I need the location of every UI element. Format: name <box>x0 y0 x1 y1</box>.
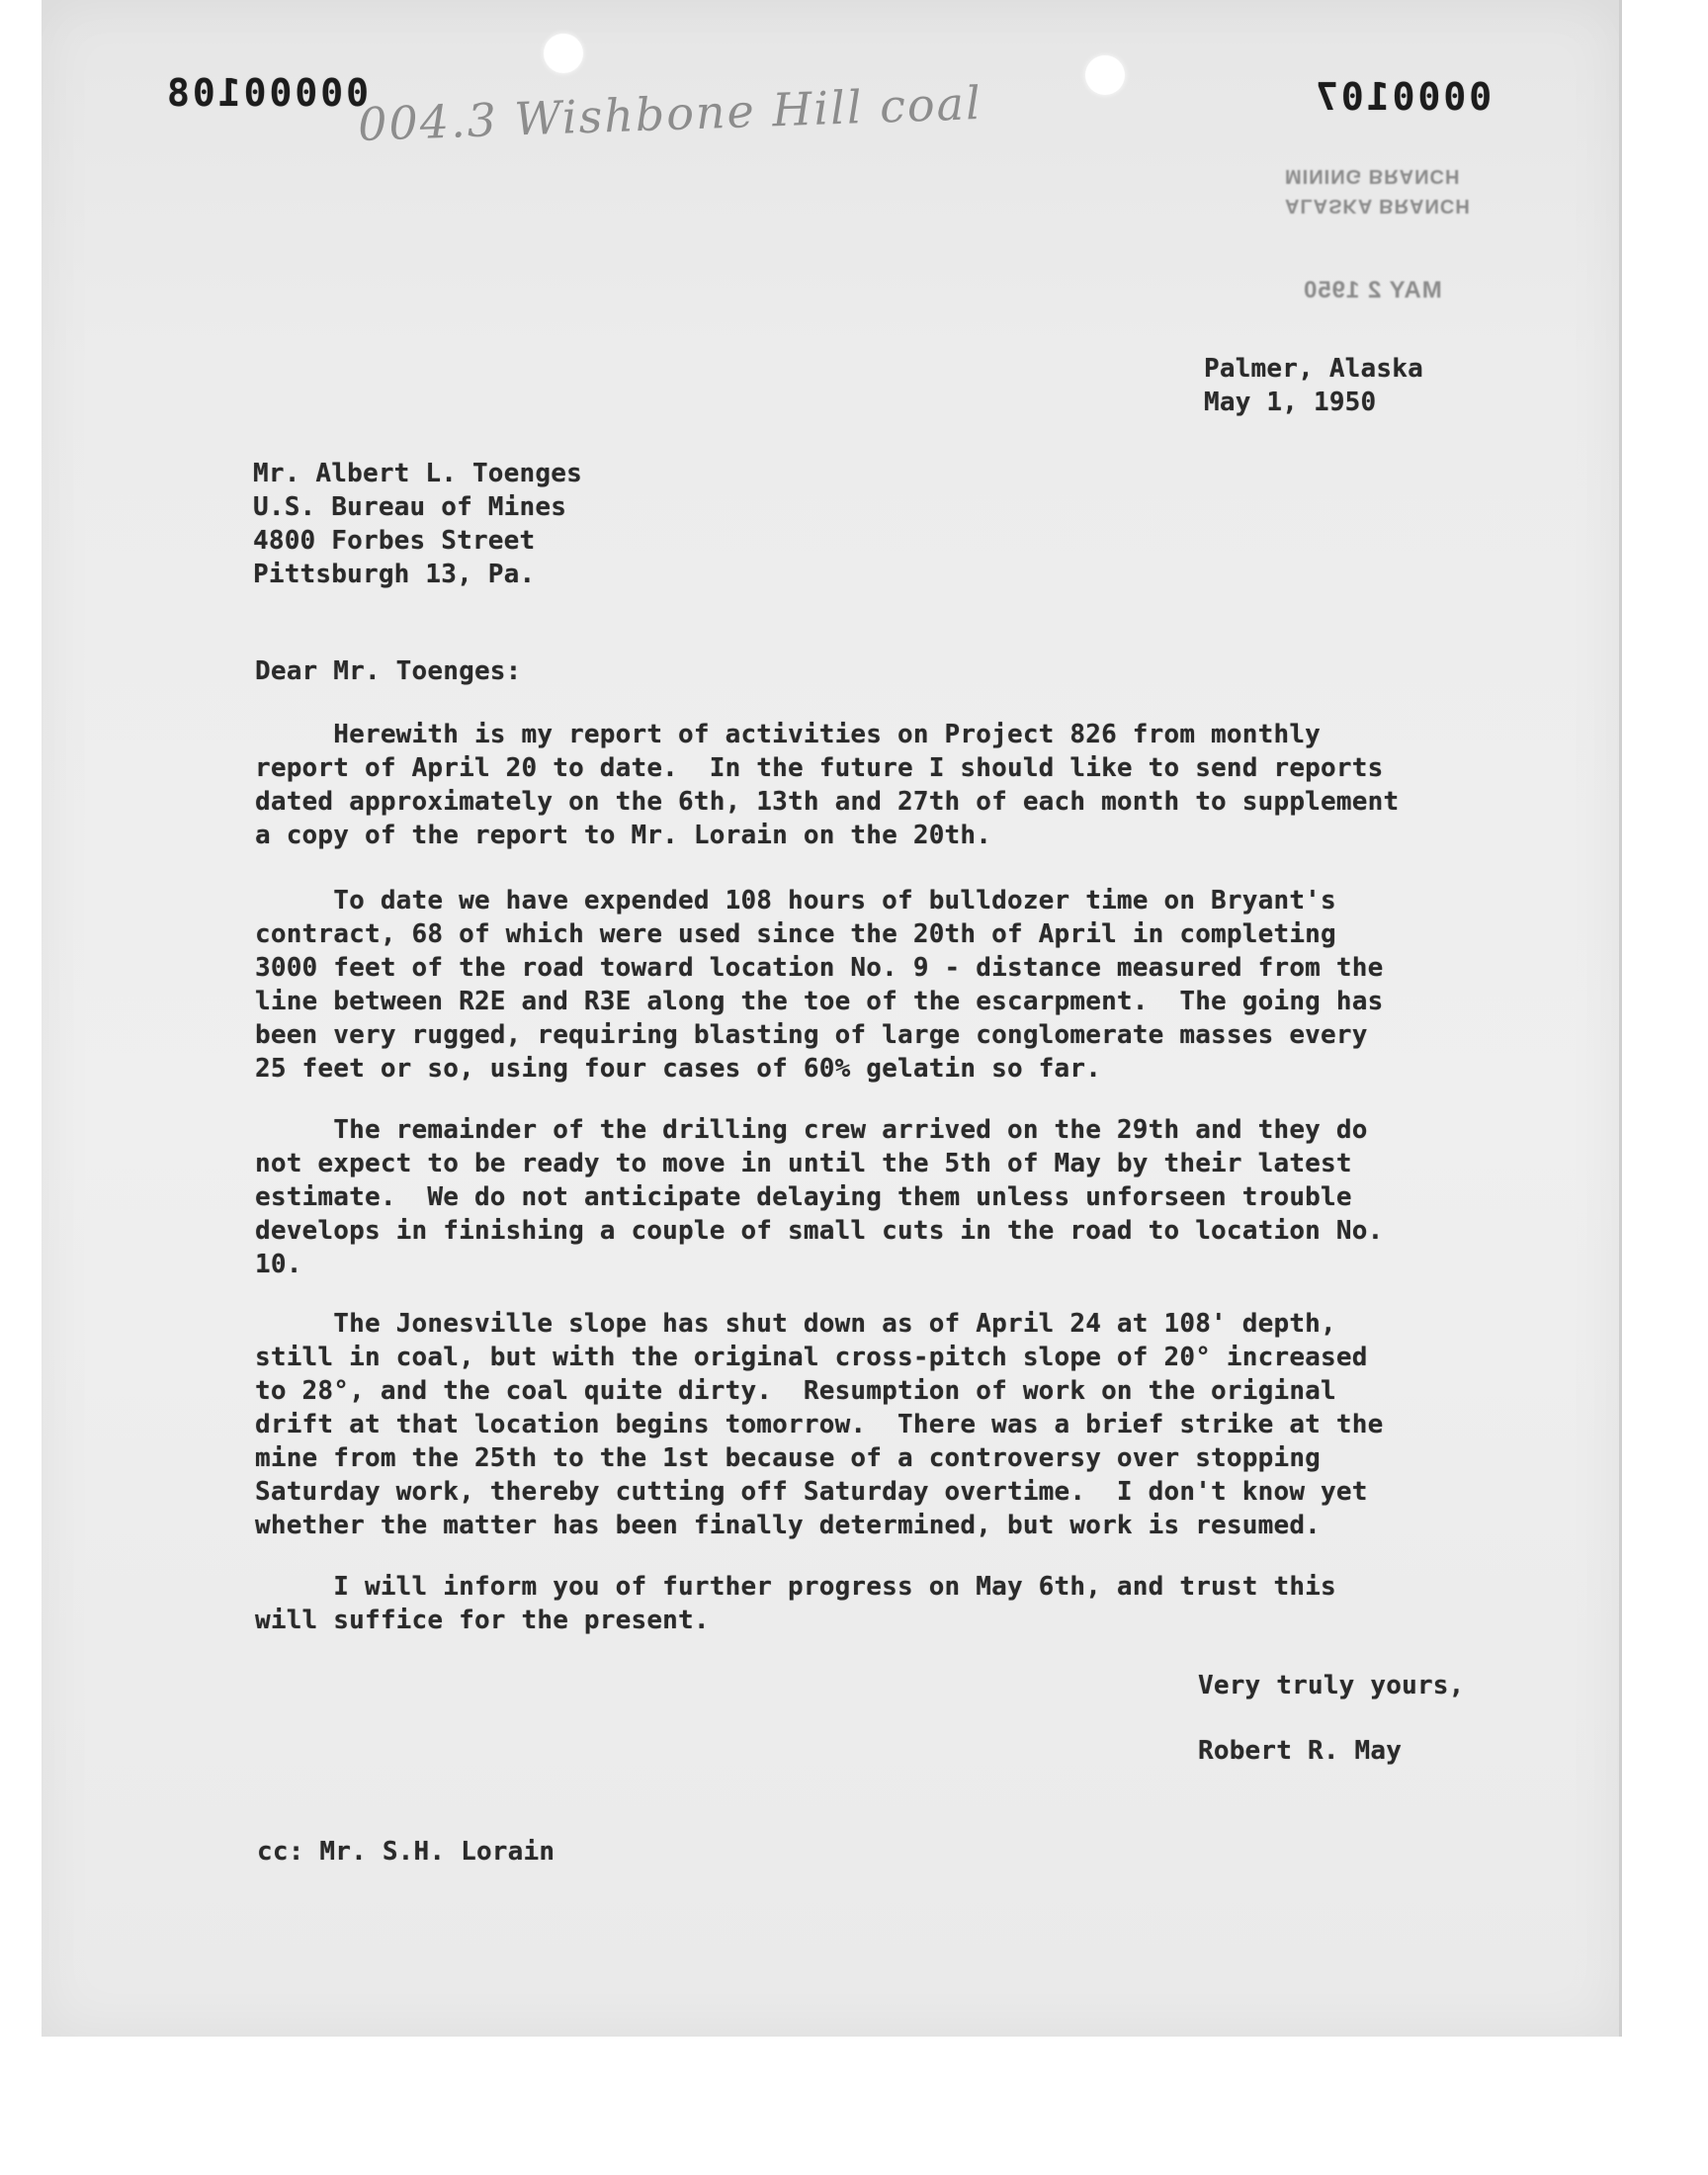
dateline-place: Palmer, Alaska <box>1204 354 1423 384</box>
document-number-right: 0000107 <box>1313 75 1493 119</box>
line: a copy of the report to Mr. Lorain on the 20th. <box>255 821 992 850</box>
line: To date we have expended 108 hours of bulldozer time on Bryant's <box>255 886 1336 915</box>
paragraph-4 <box>255 1307 1491 1542</box>
signature: Robert R. May <box>1198 1736 1403 1766</box>
handwritten-note: 004.3 Wishbone Hill coal <box>357 75 983 152</box>
salutation: Dear Mr. Toenges: <box>255 656 522 686</box>
line: The Jonesville slope has shut down as of April 24 at 108' depth, <box>255 1309 1336 1339</box>
page-edge <box>1619 0 1622 2037</box>
recipient-street: 4800 Forbes Street <box>253 526 536 556</box>
received-stamp-line2: ALASKA BRANCH <box>1285 195 1471 217</box>
line: line between R2E and R3E along the toe of the escarpment. The going has <box>255 987 1384 1016</box>
line: drift at that location begins tomorrow. There was a brief strike at the <box>255 1410 1384 1439</box>
line: I will inform you of further progress on May 6th, and trust this <box>255 1572 1336 1602</box>
line: been very rugged, requiring blasting of large conglomerate masses every <box>255 1020 1368 1050</box>
line: report of April 20 to date. In the future I should like to send reports <box>255 753 1384 783</box>
recipient-name: Mr. Albert L. Toenges <box>253 459 582 488</box>
paragraph-3 <box>255 1113 1491 1281</box>
punch-hole-left <box>544 34 583 73</box>
line: still in coal, but with the original cross-pitch slope of 20° increased <box>255 1343 1368 1372</box>
line: estimate. We do not anticipate delaying them unless unforseen trouble <box>255 1182 1352 1212</box>
recipient-org: U.S. Bureau of Mines <box>253 492 567 522</box>
line: 3000 feet of the road toward location No. 9 - distance measured from the <box>255 953 1384 983</box>
paragraph-1 <box>255 718 1491 852</box>
line: 25 feet or so, using four cases of 60% gelatin so far. <box>255 1054 1102 1084</box>
line: The remainder of the drilling crew arrived on the 29th and they do <box>255 1115 1368 1145</box>
document-number-left: 00000108 <box>164 71 370 115</box>
dateline-date: May 1, 1950 <box>1204 388 1377 417</box>
received-stamp-date: MAY 2 1950 <box>1303 277 1442 304</box>
line: Herewith is my report of activities on Project 826 from monthly <box>255 720 1322 749</box>
closing: Very truly yours, <box>1198 1671 1465 1700</box>
line: contract, 68 of which were used since the 20th of April in completing <box>255 919 1336 949</box>
punch-hole-right <box>1085 55 1125 95</box>
line: not expect to be ready to move in until the 5th of May by their latest <box>255 1149 1352 1178</box>
line: will suffice for the present. <box>255 1606 710 1635</box>
line: develops in finishing a couple of small cuts in the road to location No. <box>255 1216 1384 1246</box>
recipient-city: Pittsburgh 13, Pa. <box>253 560 536 589</box>
line: dated approximately on the 6th, 13th and 27th of each month to supplement <box>255 787 1400 817</box>
line: Saturday work, thereby cutting off Saturday overtime. I don't know yet <box>255 1477 1368 1507</box>
line: 10. <box>255 1250 302 1279</box>
line: to 28°, and the coal quite dirty. Resumption of work on the original <box>255 1376 1336 1406</box>
line: mine from the 25th to the 1st because of a controversy over stopping <box>255 1443 1322 1473</box>
paragraph-2 <box>255 884 1491 1086</box>
cc-line: cc: Mr. S.H. Lorain <box>257 1837 555 1867</box>
received-stamp-line1: MINING BRANCH <box>1285 165 1461 187</box>
paragraph-5 <box>255 1570 1491 1637</box>
line: whether the matter has been finally determined, but work is resumed. <box>255 1511 1322 1540</box>
